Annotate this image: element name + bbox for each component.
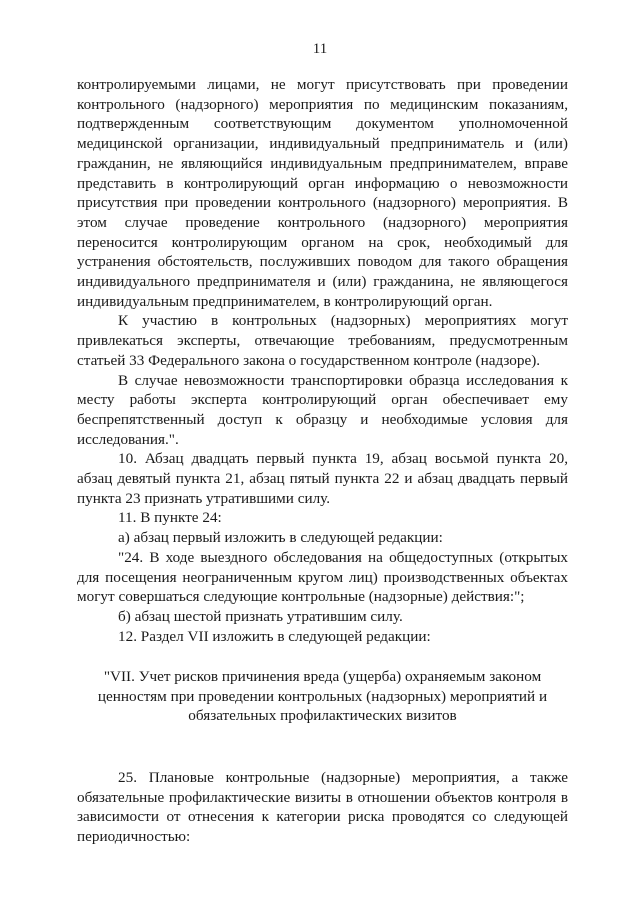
- document-body: [77, 75, 568, 847]
- paragraph: а) абзац первый изложить в следующей редакции:: [118, 529, 443, 547]
- paragraph: "24. В ходе выездного обследования на общедоступных (открытых для посещения неограниченным кругом лиц) производственных объектах могут совершаться следующие контрольные (надзорные) действия:";: [77, 548, 568, 606]
- paragraph: 10. Абзац двадцать первый пункта 19, абзац восьмой пункта 20, абзац девятый пункта 21, абзац пятый пункта 22 и абзац двадцать первый пункта 23 признать утратившими силу.: [77, 450, 568, 507]
- paragraph: 12. Раздел VII изложить в следующей редакции:: [118, 627, 431, 645]
- paragraph: контролируемыми лицами, не могут присутствовать при проведении контрольного (надзорного) мероприятия по медицинским показаниям, подтвержденным соответствующим документом уполномоченной медицинской организации, индивидуальный предприниматель и (или) гражданин, не являющийся индивидуальным предпринимателем, вправе представить в контролирующий орган информацию о невозможности присутствия при проведении контрольного (надзорного) мероприятия. В этом случае проведение контрольного (надзорного) мероприятия переносится контролирующим органом на срок, необходимый для устранения обстоятельств, послуживших поводом для такого обращения индивидуального предпринимателя и (или) гражданина, не являющегося индивидуальным предпринимателем, в контролирующий орган.: [77, 76, 568, 310]
- paragraph: б) абзац шестой признать утратившим силу.: [118, 607, 403, 625]
- paragraph: К участию в контрольных (надзорных) мероприятиях могут привлекаться эксперты, отвечающие требованиям, предусмотренным статьей 33 Федерального закона о государственном контроле (надзоре).: [77, 312, 568, 369]
- page-number: 11: [312, 41, 328, 57]
- paragraph: В случае невозможности транспортировки образца исследования к месту работы эксперта контролирующий орган обеспечивает ему беспрепятственный доступ к образцу и необходимые условия для исследования.".: [77, 371, 568, 448]
- paragraph: 25. Плановые контрольные (надзорные) мероприятия, а также обязательные профилактические визиты в отношении объектов контроля в зависимости от отнесения к категории риска проводятся со следующей периодичностью:: [77, 768, 568, 845]
- paragraph: 11. В пункте 24:: [118, 509, 222, 527]
- section-heading: "VII. Учет рисков причинения вреда (ущерба) охраняемым законом ценностям при проведении контрольных (надзорных) мероприятий и обязательных профилактических визитов: [97, 668, 548, 725]
